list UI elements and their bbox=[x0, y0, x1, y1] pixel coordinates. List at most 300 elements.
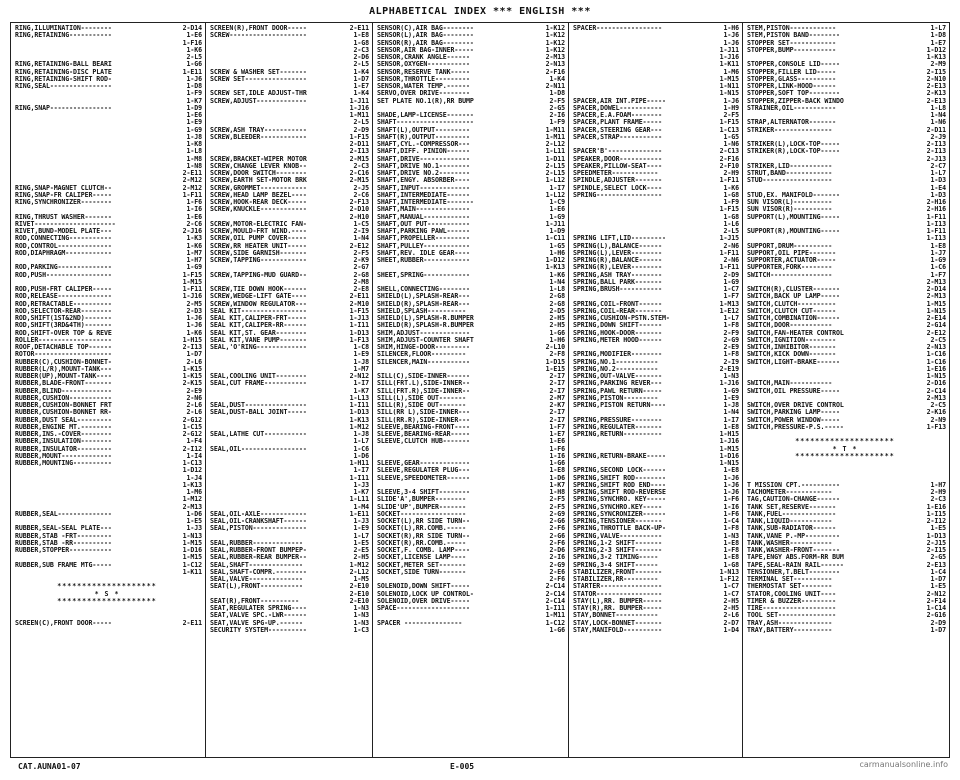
figure-reference: 1-K12 bbox=[545, 24, 565, 32]
index-entry bbox=[377, 409, 565, 416]
part-name: SPRING,OUT-VALVE------- bbox=[573, 373, 663, 380]
part-name: SEAL,SHAFT-COMPR.-------- bbox=[210, 568, 307, 576]
part-name: RING,ILLUMINATION-------- bbox=[15, 25, 112, 32]
index-entry bbox=[573, 322, 739, 329]
part-name: RUBBER,ENGINE MT.-------- bbox=[15, 423, 112, 431]
part-name: STAY(L),RR. BUMPER----- bbox=[573, 597, 663, 605]
index-entry bbox=[747, 228, 946, 235]
figure-reference: 2-E10 bbox=[349, 596, 369, 605]
part-name: ROD,PUSH----------------- bbox=[15, 271, 112, 279]
index-entry bbox=[573, 127, 739, 134]
figure-reference: 2-N13 bbox=[545, 60, 565, 69]
index-entry bbox=[573, 489, 739, 496]
figure-reference: 1-D9 bbox=[549, 227, 565, 235]
figure-reference: 1-H8 bbox=[549, 488, 565, 496]
part-name: SWITCH,MAIN----------- bbox=[747, 380, 833, 388]
index-entry bbox=[573, 69, 739, 76]
index-entry bbox=[747, 504, 946, 511]
part-name: ROLLER------------------- bbox=[15, 336, 112, 344]
figure-reference: 1-E7 bbox=[549, 430, 565, 438]
index-entry bbox=[210, 54, 369, 61]
figure-reference: 2-H5 bbox=[549, 321, 565, 330]
part-name: SPRING,NO.2----------- bbox=[573, 365, 659, 373]
figure-reference: 1-I6 bbox=[549, 451, 565, 460]
index-entry bbox=[747, 380, 946, 387]
figure-reference: 1-J6 bbox=[723, 473, 739, 482]
figure-reference: 1-E8 bbox=[930, 241, 946, 250]
part-name: SPRING,DOWN SHIFT------ bbox=[573, 322, 663, 330]
figure-reference: 2-I9 bbox=[353, 227, 369, 235]
part-name: SLEEVE,SPEEDOMETER------ bbox=[377, 474, 470, 482]
part-name: SCREW,ADJUST------------- bbox=[210, 97, 307, 105]
index-entry bbox=[747, 612, 946, 619]
figure-reference: 1-K12 bbox=[545, 38, 565, 47]
part-name: SPRING,CUSHION-PSTN.STEM- bbox=[573, 315, 670, 322]
index-entry bbox=[210, 134, 369, 141]
figure-reference: 1-J13 bbox=[349, 314, 369, 322]
part-name: RUBBER,CUSHION-BONNET RR- bbox=[15, 409, 112, 417]
figure-reference: 1-E4 bbox=[930, 183, 946, 192]
figure-reference: 1-J8 bbox=[353, 430, 369, 438]
index-entry bbox=[377, 453, 565, 460]
index-entry bbox=[15, 576, 202, 583]
index-entry bbox=[573, 98, 739, 105]
figure-reference: 1-N15 bbox=[719, 89, 739, 98]
index-entry bbox=[377, 627, 565, 634]
figure-reference: 1-F15 bbox=[719, 205, 739, 214]
index-entry bbox=[210, 286, 369, 293]
figure-reference: 1-D4 bbox=[723, 625, 739, 634]
index-entry bbox=[377, 467, 565, 474]
part-name: SEAL,PISTON-------------- bbox=[210, 525, 307, 533]
part-name: SENSOR(C),AIR BAG-------- bbox=[377, 25, 474, 32]
index-entry bbox=[747, 359, 946, 366]
figure-reference: 1-F6 bbox=[723, 509, 739, 518]
index-entry bbox=[210, 504, 369, 511]
part-name: RUBBER,INS.-COVER-------- bbox=[15, 431, 112, 438]
index-entry bbox=[573, 511, 739, 518]
figure-reference: 1-F13 bbox=[349, 335, 369, 344]
index-entry bbox=[15, 475, 202, 482]
part-name: STRIKER--------------- bbox=[747, 126, 833, 134]
index-entry bbox=[15, 562, 202, 569]
index-entry bbox=[747, 90, 946, 97]
figure-reference: 1-H6 bbox=[723, 24, 739, 32]
figure-reference: 2-K13 bbox=[926, 89, 946, 98]
part-name: TRAY,ASH-------------- bbox=[747, 619, 833, 627]
index-entry bbox=[573, 569, 739, 576]
figure-reference: 1-D6 bbox=[186, 509, 202, 518]
index-entry bbox=[15, 322, 202, 329]
figure-reference: 1-E9 bbox=[353, 350, 369, 359]
index-entry bbox=[747, 206, 946, 213]
part-name: STRAINER,OIL----------- bbox=[747, 104, 837, 112]
index-entry bbox=[210, 141, 369, 148]
index-entry bbox=[747, 69, 946, 76]
index-entry bbox=[377, 90, 565, 97]
index-entry bbox=[747, 489, 946, 496]
figure-reference: 1-C11 bbox=[545, 234, 565, 243]
part-name: SPEEDMETER------------ bbox=[573, 170, 659, 177]
figure-reference: 2-N6 bbox=[186, 393, 202, 402]
index-entry bbox=[573, 446, 739, 453]
part-name: SCREW,KNUCKLE------------ bbox=[210, 206, 307, 214]
index-entry bbox=[377, 112, 565, 119]
figure-reference: 2-N12 bbox=[926, 589, 946, 598]
index-entry bbox=[747, 540, 946, 547]
index-entry bbox=[15, 257, 202, 264]
part-name: STOPPER,SOFT TOP-------- bbox=[747, 90, 840, 98]
index-entry bbox=[15, 533, 202, 540]
figure-reference: 1-E6 bbox=[186, 111, 202, 119]
part-name: TERMINAL SET---------- bbox=[747, 576, 833, 583]
part-name: SCREW,EARTH SET-MOTOR BRK bbox=[210, 177, 307, 185]
part-name: RUBBER,BLIND------------- bbox=[15, 387, 112, 395]
figure-reference: 1-N4 bbox=[930, 111, 946, 119]
figure-reference: 1-G9 bbox=[723, 386, 739, 395]
figure-reference: 2-E13 bbox=[926, 560, 946, 569]
index-entry bbox=[377, 293, 565, 300]
figure-reference: 2-C3 bbox=[353, 45, 369, 54]
index-entry bbox=[573, 315, 739, 322]
part-name: SENSOR,CRANK ANGLE------ bbox=[377, 54, 470, 61]
part-name: SILENCER,MAIN----------- bbox=[377, 358, 470, 366]
part-name: SEAL,CUT FRAME----------- bbox=[210, 380, 307, 388]
part-name: SWITCH,POWER WINDOW----- bbox=[747, 416, 840, 424]
part-name: STRIKER,LID----------- bbox=[747, 162, 833, 170]
figure-reference: 2-I13 bbox=[926, 140, 946, 148]
part-name: STUD------------------ bbox=[747, 177, 833, 185]
figure-reference: 1-G9 bbox=[723, 277, 739, 286]
figure-reference: 2-G12 bbox=[182, 415, 202, 424]
part-name: SLIDE'A',BUMPER-------- bbox=[377, 496, 467, 504]
figure-reference: 2-E12 bbox=[349, 241, 369, 250]
figure-reference: 2-G6 bbox=[549, 517, 565, 525]
part-name: SPEAKER,PILLOW-SEAT---- bbox=[573, 162, 663, 170]
figure-reference: 2-D9 bbox=[353, 125, 369, 134]
page-header: ALPHABETICAL INDEX *** ENGLISH *** bbox=[369, 6, 591, 17]
index-entry bbox=[573, 148, 739, 155]
index-entry bbox=[377, 475, 565, 482]
part-name: SPACER,E.A.FOAM-------- bbox=[573, 112, 663, 119]
figure-reference: 2-I7 bbox=[549, 372, 565, 380]
figure-reference: 2-N13 bbox=[926, 343, 946, 351]
figure-reference: 1-K6 bbox=[186, 328, 202, 337]
index-entry bbox=[15, 177, 202, 184]
part-name: TAPE,ENGY ABS.FORM-RR BUM bbox=[747, 554, 844, 562]
index-entry bbox=[377, 504, 565, 511]
part-name: SCREW,BRACKET-WIPER MOTOR bbox=[210, 155, 307, 163]
figure-reference: 1-D13 bbox=[349, 328, 369, 337]
figure-reference: 1-E16 bbox=[926, 502, 946, 511]
figure-reference: 1-H15 bbox=[182, 335, 202, 344]
index-entry bbox=[15, 489, 202, 496]
figure-reference: 1-C12 bbox=[182, 560, 202, 569]
part-name: SPEAKER,DOOR----------- bbox=[573, 155, 663, 163]
part-name: RUBBER,BLADE-FRONT------- bbox=[15, 380, 112, 388]
figure-reference: 2-D14 bbox=[182, 24, 202, 32]
index-entry bbox=[747, 627, 946, 634]
part-name: SPRING,ASH TRAY-------- bbox=[573, 271, 663, 279]
index-entry bbox=[377, 315, 565, 322]
figure-reference: 1-J3 bbox=[186, 524, 202, 533]
part-name: SOLENOID,OVER DRIVE----- bbox=[377, 597, 470, 605]
index-entry bbox=[210, 337, 369, 344]
figure-reference: 1-K13 bbox=[349, 415, 369, 424]
part-name: SILENCER,FLOOR--------- bbox=[377, 351, 467, 359]
page-footer bbox=[18, 762, 948, 776]
index-entry bbox=[573, 460, 739, 467]
part-name: SUPPORTER,FORK-------- bbox=[747, 264, 833, 272]
part-name: SPRING,PAWL RETURN----- bbox=[573, 387, 663, 395]
part-name: STAY,LOCK-BONNET------- bbox=[573, 619, 663, 627]
index-entry bbox=[573, 583, 739, 590]
index-entry bbox=[377, 605, 565, 612]
index-entry bbox=[377, 482, 565, 489]
figure-reference: 1-N11 bbox=[719, 82, 739, 90]
index-entry bbox=[747, 25, 946, 32]
index-entry bbox=[573, 417, 739, 424]
part-name: SCREW,WEDGE-LIFT GATE---- bbox=[210, 293, 307, 301]
part-name: RING,RETAINING----------- bbox=[15, 32, 112, 40]
figure-reference: 1-C14 bbox=[926, 604, 946, 612]
index-entry bbox=[15, 366, 202, 373]
index-entry bbox=[15, 90, 202, 97]
part-name: SEAL KIT,ST. GEAR-------- bbox=[210, 329, 307, 337]
figure-reference: 1-J16 bbox=[719, 379, 739, 388]
part-name: SPRING,SYNCHRO. KEY----- bbox=[573, 496, 666, 504]
index-entry bbox=[210, 61, 369, 68]
index-entry bbox=[377, 366, 565, 373]
index-entry bbox=[573, 163, 739, 170]
part-name: STOPPER,LINK-HOOD------ bbox=[747, 83, 837, 90]
part-name: SCREW,WINDOW REGULATOR--- bbox=[210, 300, 307, 308]
index-entry bbox=[210, 148, 369, 155]
index-entry bbox=[747, 569, 946, 576]
index-entry bbox=[210, 40, 369, 47]
part-name: SHAFT,DRIVE NO.1-------- bbox=[377, 162, 470, 170]
index-entry bbox=[210, 475, 369, 482]
index-entry bbox=[747, 475, 946, 482]
index-entry bbox=[377, 388, 565, 395]
part-name: SHAFT,REV. IDLE GEAR---- bbox=[377, 249, 470, 257]
figure-reference: 2-G9 bbox=[549, 560, 565, 569]
figure-reference: 1-K7 bbox=[353, 488, 369, 496]
index-entry bbox=[210, 627, 369, 634]
index-entry bbox=[573, 562, 739, 569]
part-name: STATOR----------------- bbox=[573, 590, 663, 598]
index-entry bbox=[573, 199, 739, 206]
part-name: TAPE,SEAL-RAIN RAIL------ bbox=[747, 561, 844, 569]
index-entry bbox=[377, 395, 565, 402]
figure-reference: 2-M12 bbox=[182, 176, 202, 185]
figure-reference: 2-J9 bbox=[930, 132, 946, 141]
index-entry bbox=[377, 228, 565, 235]
part-name: SEAT(L),FRONT----------- bbox=[210, 583, 303, 591]
figure-reference: 1-E9 bbox=[723, 393, 739, 402]
figure-reference: 1-C7 bbox=[723, 285, 739, 293]
part-name: SCREW,CHANGE LEVER KNOB-- bbox=[210, 162, 307, 170]
part-name: SEAL,OIL-AXLE------------ bbox=[210, 510, 307, 518]
figure-reference: 2-L6 bbox=[186, 401, 202, 409]
part-name: SEAL,RUBBER-REAR BUMPER-- bbox=[210, 554, 307, 562]
figure-reference: 2-F6 bbox=[549, 524, 565, 533]
index-entry bbox=[747, 163, 946, 170]
part-name: ******************** bbox=[795, 452, 895, 460]
index-entry bbox=[210, 576, 369, 583]
index-entry bbox=[573, 504, 739, 511]
part-name: TANK,LIQUID----------- bbox=[747, 518, 833, 525]
figure-reference: 2-F16 bbox=[719, 154, 739, 163]
part-name: RUBBER,SEAL-SEAL PLATE--- bbox=[15, 525, 112, 533]
watermark-site: carmanualsonline.info bbox=[859, 760, 948, 769]
part-name: SUPPORT,OIL PIPE------- bbox=[747, 249, 837, 257]
figure-reference: 2-F6 bbox=[549, 575, 565, 583]
index-entry bbox=[377, 134, 565, 141]
index-entry bbox=[573, 627, 739, 634]
index-entry bbox=[573, 54, 739, 61]
figure-reference: 1-M11 bbox=[349, 111, 369, 119]
part-name: SCREW,MOTOR-ELECTRIC FAN- bbox=[210, 220, 307, 228]
index-entry bbox=[15, 156, 202, 163]
figure-reference: 1-F11 bbox=[926, 227, 946, 235]
index-entry bbox=[210, 351, 369, 358]
figure-reference: 1-M13 bbox=[719, 299, 739, 308]
figure-reference: 2-M13 bbox=[182, 502, 202, 511]
figure-reference: 1-D7 bbox=[930, 625, 946, 634]
figure-reference: 1-F11 bbox=[719, 176, 739, 185]
index-entry bbox=[210, 279, 369, 286]
index-entry bbox=[747, 141, 946, 148]
part-name: SEAL,DUST-BALL JOINT----- bbox=[210, 409, 307, 417]
index-table bbox=[10, 22, 950, 758]
index-entry bbox=[573, 105, 739, 112]
index-entry bbox=[377, 185, 565, 192]
index-entry bbox=[747, 264, 946, 271]
index-entry bbox=[747, 446, 946, 453]
figure-reference: 2-M10 bbox=[349, 299, 369, 308]
index-entry bbox=[573, 351, 739, 358]
index-entry bbox=[377, 373, 565, 380]
figure-reference: 1-N13 bbox=[182, 531, 202, 540]
figure-reference: 2-M15 bbox=[349, 154, 369, 163]
part-name: SPRING,1-2 SHIFT------- bbox=[573, 539, 663, 547]
figure-reference: 1-G8 bbox=[353, 38, 369, 47]
index-entry bbox=[573, 134, 739, 141]
index-entry bbox=[210, 417, 369, 424]
figure-reference: 1-K8 bbox=[186, 140, 202, 148]
index-entry bbox=[573, 192, 739, 199]
index-entry bbox=[210, 569, 369, 576]
figure-reference: 1-K12 bbox=[545, 45, 565, 54]
index-entry bbox=[210, 177, 369, 184]
figure-reference: 1-G5 bbox=[723, 132, 739, 141]
index-entry bbox=[747, 177, 946, 184]
part-name: ROD,CONTROL-------------- bbox=[15, 242, 112, 250]
figure-reference: 1-M7 bbox=[186, 248, 202, 257]
index-entry bbox=[210, 518, 369, 525]
index-entry bbox=[747, 605, 946, 612]
figure-reference: 1-C4 bbox=[930, 567, 946, 576]
figure-reference: 2-N11 bbox=[545, 82, 565, 90]
part-name: SCREW,DOOR SWITCH-------- bbox=[210, 170, 307, 177]
index-entry bbox=[573, 366, 739, 373]
part-name: SPRING,HOOK-DOOR------- bbox=[573, 329, 663, 337]
figure-reference: 1-C12 bbox=[545, 618, 565, 627]
figure-reference: 1-K6 bbox=[186, 45, 202, 54]
figure-reference: 1-E6 bbox=[549, 205, 565, 214]
part-name: SOCKET,SIDE TURN------- bbox=[377, 568, 467, 576]
index-entry bbox=[573, 76, 739, 83]
figure-reference: 1-N4 bbox=[353, 234, 369, 243]
index-entry bbox=[747, 293, 946, 300]
figure-reference: 1-M15 bbox=[182, 553, 202, 562]
index-entry bbox=[210, 409, 369, 416]
figure-reference: 1-F6 bbox=[186, 198, 202, 206]
figure-reference: 1-L7 bbox=[723, 314, 739, 322]
part-name: SPRING,SYNCRONIZER------ bbox=[573, 510, 666, 518]
figure-reference: 1-J6 bbox=[186, 74, 202, 83]
part-name: SCREW,BLEEDER------------ bbox=[210, 133, 307, 141]
part-name: TIMER & BUZZER--------- bbox=[747, 597, 837, 605]
part-name: SHAFT,INTERMEDIATE------- bbox=[377, 199, 474, 206]
figure-reference: 2-N6 bbox=[723, 256, 739, 264]
index-entry bbox=[210, 98, 369, 105]
part-name: SCREW,OIL PUMP COVER----- bbox=[210, 235, 307, 243]
index-entry bbox=[210, 83, 369, 90]
index-entry bbox=[747, 272, 946, 279]
index-entry bbox=[210, 438, 369, 445]
part-name: SPRING,RETURN-BRAKE----- bbox=[573, 452, 666, 460]
figure-reference: 1-N3 bbox=[353, 604, 369, 612]
index-entry bbox=[210, 293, 369, 300]
part-name: SLEEVE,CLUTCH HUB------- bbox=[377, 438, 470, 446]
part-name: SPRING,SHIFT ROD END---- bbox=[573, 481, 666, 489]
part-name: SEAL,RUBBER------------- bbox=[210, 539, 303, 547]
index-entry bbox=[15, 525, 202, 532]
index-entry bbox=[377, 47, 565, 54]
index-entry bbox=[377, 141, 565, 148]
index-entry bbox=[747, 598, 946, 605]
part-name: SWITCH,BACK UP LAMP----- bbox=[747, 293, 840, 301]
figure-reference: 1-H6 bbox=[549, 248, 565, 257]
part-name: SPINDLE,SELECT LOCK---- bbox=[573, 184, 663, 192]
part-name: SEAL KIT,CALIPER-RR------ bbox=[210, 322, 307, 330]
figure-reference: 1-D7 bbox=[186, 350, 202, 359]
index-entry bbox=[377, 148, 565, 155]
figure-reference: 2-H5 bbox=[549, 314, 565, 322]
part-name: ******************** bbox=[795, 438, 895, 446]
figure-reference: 1-N15 bbox=[926, 306, 946, 315]
index-entry bbox=[747, 518, 946, 525]
index-entry bbox=[210, 322, 369, 329]
index-entry bbox=[15, 453, 202, 460]
index-entry bbox=[377, 105, 565, 112]
index-entry bbox=[15, 54, 202, 61]
figure-reference: 2-I7 bbox=[549, 386, 565, 395]
part-name: SPRING,COIL-FRONT------ bbox=[573, 300, 663, 308]
figure-reference: 2-G8 bbox=[549, 292, 565, 301]
index-entry bbox=[573, 177, 739, 184]
part-name: SHEET,RUBBER------------ bbox=[377, 257, 470, 264]
index-entry bbox=[377, 337, 565, 344]
part-name: SWITCH,OVER DRIVE CONTROL bbox=[747, 402, 844, 409]
index-entry bbox=[210, 605, 369, 612]
figure-reference: 2-L15 bbox=[545, 161, 565, 170]
part-name: TAG,CAUTION-CHANGE------ bbox=[747, 496, 840, 504]
index-entry bbox=[377, 620, 565, 627]
index-entry bbox=[377, 533, 565, 540]
